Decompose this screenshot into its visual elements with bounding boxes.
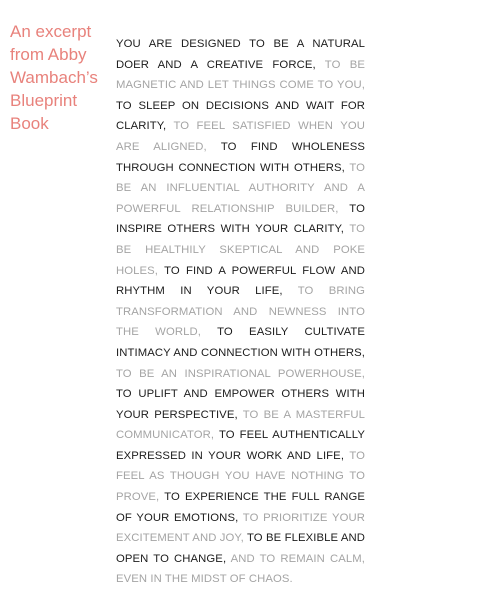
excerpt-title-line: Book	[10, 114, 49, 133]
excerpt-body	[116, 34, 365, 590]
excerpt-segment: TO FEEL AS THOUGH YOU HAVE NOTHING TO PROVE,	[116, 449, 365, 504]
excerpt-segment: TO EASILY CULTIVATE INTIMACY AND CONNECTION WITH OTHERS,	[116, 326, 365, 359]
excerpt-segment: TO FEEL AUTHENTICALLY EXPRESSED IN YOUR WORK AND LIFE,	[116, 429, 365, 462]
excerpt-segment: TO BE HEALTHILY SKEPTICAL AND POKE HOLES,	[116, 223, 365, 277]
excerpt-segment: TO SLEEP ON DECISIONS AND WAIT FOR CLARITY,	[116, 99, 365, 133]
excerpt-segment: TO BE FLEXIBLE AND OPEN TO CHANGE,	[116, 532, 365, 565]
excerpt-title	[10, 20, 110, 135]
excerpt-segment: TO BE AN INSPIRATIONAL POWERHOUSE,	[116, 367, 365, 380]
excerpt-segment: TO BRING TRANSFORMATION AND NEWNESS INTO THE WORLD,	[116, 285, 365, 339]
excerpt-segment: TO INSPIRE OTHERS WITH YOUR CLARITY,	[116, 202, 365, 236]
excerpt-segment: TO FEEL SATISFIED WHEN YOU ARE ALIGNED,	[116, 120, 365, 153]
excerpt-segment: TO BE AN INFLUENTIAL AUTHORITY AND A POWERFUL RELATIONSHIP BUILDER,	[116, 161, 365, 215]
excerpt-segment: YOU ARE DESIGNED TO BE A NATURAL DOER AND A CREATIVE FORCE,	[116, 38, 365, 71]
excerpt-segment: TO EXPERIENCE THE FULL RANGE OF YOUR EMOTIONS,	[116, 491, 365, 524]
excerpt-segment: TO BE MAGNETIC AND LET THINGS COME TO YOU,	[116, 58, 365, 92]
excerpt-title-line: Blueprint	[10, 91, 78, 110]
excerpt-segment: TO BE A MASTERFUL COMMUNICATOR,	[116, 408, 366, 442]
excerpt-title-line: from Abby	[10, 45, 87, 64]
excerpt-segment: TO FIND A POWERFUL FLOW AND RHYTHM IN YOUR LIFE,	[116, 264, 365, 298]
excerpt-segment: TO FIND WHOLENESS THROUGH CONNECTION WITH OTHERS,	[116, 140, 365, 174]
excerpt-segment: TO PRIORITIZE YOUR EXCITEMENT AND JOY,	[116, 511, 365, 545]
excerpt-title-line: Wambach’s	[10, 68, 98, 87]
excerpt-segment: AND TO REMAIN CALM, EVEN IN THE MIDST OF CHAOS.	[116, 552, 365, 586]
excerpt-title-line: An excerpt	[10, 22, 92, 41]
excerpt-segment: TO UPLIFT AND EMPOWER OTHERS WITH YOUR PERSPECTIVE,	[116, 388, 365, 421]
